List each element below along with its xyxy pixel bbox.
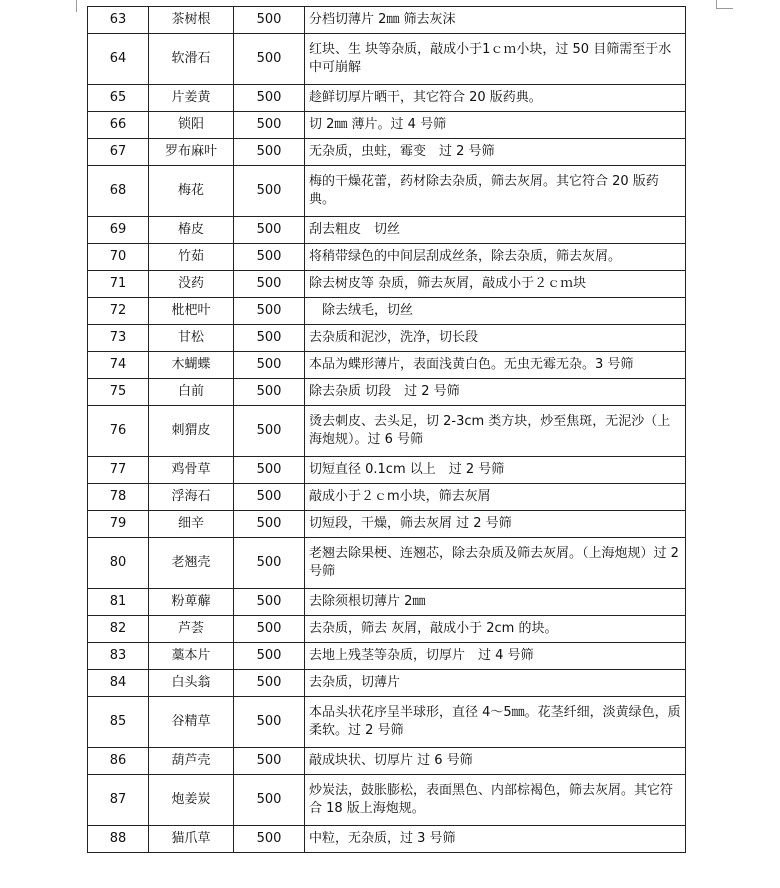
- processing-method-cell: 去杂质和泥沙，洗净，切长段: [305, 325, 686, 352]
- quantity-cell: 500: [234, 697, 305, 748]
- herb-name-cell: 枇杷叶: [149, 298, 234, 325]
- processing-method-cell: 将稍带绿色的中间层刮成丝条，除去杂质，筛去灰屑。: [305, 244, 686, 271]
- quantity-cell: 500: [234, 139, 305, 166]
- table-row: [88, 457, 686, 484]
- row-number-cell: 87: [88, 775, 149, 826]
- row-number-cell: 84: [88, 670, 149, 697]
- row-number-cell: 75: [88, 379, 149, 406]
- row-number-cell: 80: [88, 538, 149, 589]
- processing-method-cell: 趁鲜切厚片晒干，其它符合 20 版药典。: [305, 85, 686, 112]
- processing-method-cell: 本品头状花序呈半球形，直径 4～5㎜。花茎纤细，淡黄绿色，质柔软。过 2 号筛: [305, 697, 686, 748]
- herb-name-cell: 芦荟: [149, 616, 234, 643]
- quantity-cell: 500: [234, 826, 305, 853]
- table-row: [88, 697, 686, 748]
- processing-method-cell: 去除须根切薄片 2㎜: [305, 589, 686, 616]
- processing-method-cell: 去地上残茎等杂质，切厚片 过 4 号筛: [305, 643, 686, 670]
- herb-name-cell: 老翘壳: [149, 538, 234, 589]
- row-number-cell: 77: [88, 457, 149, 484]
- herb-processing-table: [87, 6, 686, 853]
- table-row: [88, 112, 686, 139]
- row-number-cell: 85: [88, 697, 149, 748]
- herb-name-cell: 浮海石: [149, 484, 234, 511]
- herb-name-cell: 鸡骨草: [149, 457, 234, 484]
- table-row: [88, 85, 686, 112]
- herb-name-cell: 罗布麻叶: [149, 139, 234, 166]
- table-row: [88, 217, 686, 244]
- herb-name-cell: 茶树根: [149, 7, 234, 34]
- row-number-cell: 64: [88, 34, 149, 85]
- quantity-cell: 500: [234, 112, 305, 139]
- quantity-cell: 500: [234, 325, 305, 352]
- quantity-cell: 500: [234, 352, 305, 379]
- quantity-cell: 500: [234, 538, 305, 589]
- herb-name-cell: 椿皮: [149, 217, 234, 244]
- row-number-cell: 69: [88, 217, 149, 244]
- row-number-cell: 73: [88, 325, 149, 352]
- herb-name-cell: 竹茹: [149, 244, 234, 271]
- table-row: [88, 643, 686, 670]
- row-number-cell: 67: [88, 139, 149, 166]
- row-number-cell: 72: [88, 298, 149, 325]
- processing-method-cell: 敲成小于２ｃm小块，筛去灰屑: [305, 484, 686, 511]
- processing-method-cell: 切短直径 0.1cm 以上 过 2 号筛: [305, 457, 686, 484]
- row-number-cell: 76: [88, 406, 149, 457]
- row-number-cell: 83: [88, 643, 149, 670]
- herb-name-cell: 刺猬皮: [149, 406, 234, 457]
- quantity-cell: 500: [234, 643, 305, 670]
- processing-method-cell: 切短段，干燥，筛去灰屑 过 2 号筛: [305, 511, 686, 538]
- quantity-cell: 500: [234, 7, 305, 34]
- herb-name-cell: 细辛: [149, 511, 234, 538]
- quantity-cell: 500: [234, 616, 305, 643]
- processing-method-cell: 无杂质，虫蛀，霉变 过 2 号筛: [305, 139, 686, 166]
- herb-name-cell: 白前: [149, 379, 234, 406]
- row-number-cell: 82: [88, 616, 149, 643]
- processing-method-cell: 分档切薄片 2㎜ 筛去灰沫: [305, 7, 686, 34]
- quantity-cell: 500: [234, 85, 305, 112]
- quantity-cell: 500: [234, 379, 305, 406]
- processing-method-cell: 烫去刺皮、去头足，切 2-3cm 类方块，炒至焦斑，无泥沙（上海炮规）。过 6 号筛: [305, 406, 686, 457]
- processing-method-cell: 去杂质，筛去 灰屑，敲成小于 2cm 的块。: [305, 616, 686, 643]
- table-row: [88, 748, 686, 775]
- table-row: [88, 775, 686, 826]
- processing-method-cell: 炒炭法，鼓胀膨松，表面黑色、内部棕褐色，筛去灰屑。其它符合 18 版上海炮规。: [305, 775, 686, 826]
- row-number-cell: 66: [88, 112, 149, 139]
- processing-method-cell: 老翘去除果梗、连翘芯，除去杂质及筛去灰屑。（上海炮规）过 2 号筛: [305, 538, 686, 589]
- table-row: [88, 670, 686, 697]
- herb-name-cell: 梅花: [149, 166, 234, 217]
- herb-name-cell: 甘松: [149, 325, 234, 352]
- herb-name-cell: 没药: [149, 271, 234, 298]
- row-number-cell: 79: [88, 511, 149, 538]
- quantity-cell: 500: [234, 34, 305, 85]
- processing-method-cell: 除去绒毛，切丝: [305, 298, 686, 325]
- herb-name-cell: 猫爪草: [149, 826, 234, 853]
- table-row: [88, 406, 686, 457]
- page-corner-mark: [716, 0, 733, 9]
- processing-method-cell: 刮去粗皮 切丝: [305, 217, 686, 244]
- processing-method-cell: 中粒，无杂质，过 3 号筛: [305, 826, 686, 853]
- processing-method-cell: 除去树皮等 杂质，筛去灰屑，敲成小于２ｃｍ块: [305, 271, 686, 298]
- herb-name-cell: 谷精草: [149, 697, 234, 748]
- table-row: [88, 139, 686, 166]
- processing-method-cell: 切 2㎜ 薄片。过 4 号筛: [305, 112, 686, 139]
- row-number-cell: 74: [88, 352, 149, 379]
- herb-name-cell: 片姜黄: [149, 85, 234, 112]
- page-corner-mark: [64, 0, 77, 12]
- herb-name-cell: 木蝴蝶: [149, 352, 234, 379]
- processing-method-cell: 除去杂质 切段 过 2 号筛: [305, 379, 686, 406]
- processing-method-cell: 红块、生 块等杂质，敲成小于1ｃｍ小块，过 50 目筛需至于水中可崩解: [305, 34, 686, 85]
- quantity-cell: 500: [234, 271, 305, 298]
- table-row: [88, 271, 686, 298]
- herb-name-cell: 白头翁: [149, 670, 234, 697]
- processing-method-cell: 本品为蝶形薄片，表面浅黄白色。无虫无霉无杂。3 号筛: [305, 352, 686, 379]
- table-row: [88, 352, 686, 379]
- row-number-cell: 78: [88, 484, 149, 511]
- quantity-cell: 500: [234, 670, 305, 697]
- table-row: [88, 616, 686, 643]
- row-number-cell: 68: [88, 166, 149, 217]
- table-row: [88, 538, 686, 589]
- processing-method-cell: 去杂质，切薄片: [305, 670, 686, 697]
- quantity-cell: 500: [234, 484, 305, 511]
- row-number-cell: 81: [88, 589, 149, 616]
- table-row: [88, 166, 686, 217]
- quantity-cell: 500: [234, 457, 305, 484]
- table-row: [88, 34, 686, 85]
- row-number-cell: 65: [88, 85, 149, 112]
- table-row: [88, 511, 686, 538]
- quantity-cell: 500: [234, 511, 305, 538]
- processing-method-cell: 敲成块状、切厚片 过 6 号筛: [305, 748, 686, 775]
- quantity-cell: 500: [234, 217, 305, 244]
- herb-name-cell: 锁阳: [149, 112, 234, 139]
- quantity-cell: 500: [234, 244, 305, 271]
- row-number-cell: 63: [88, 7, 149, 34]
- processing-method-cell: 梅的干燥花蕾，药材除去杂质，筛去灰屑。其它符合 20 版药典。: [305, 166, 686, 217]
- row-number-cell: 70: [88, 244, 149, 271]
- herb-name-cell: 粉萆薢: [149, 589, 234, 616]
- table-row: [88, 298, 686, 325]
- row-number-cell: 88: [88, 826, 149, 853]
- table-row: [88, 589, 686, 616]
- table-row: [88, 484, 686, 511]
- quantity-cell: 500: [234, 298, 305, 325]
- table-row: [88, 379, 686, 406]
- herb-name-cell: 软滑石: [149, 34, 234, 85]
- table-body: [88, 7, 686, 853]
- quantity-cell: 500: [234, 748, 305, 775]
- row-number-cell: 86: [88, 748, 149, 775]
- herb-name-cell: 藁本片: [149, 643, 234, 670]
- table-row: [88, 244, 686, 271]
- quantity-cell: 500: [234, 775, 305, 826]
- table-row: [88, 325, 686, 352]
- row-number-cell: 71: [88, 271, 149, 298]
- quantity-cell: 500: [234, 589, 305, 616]
- herb-name-cell: 炮姜炭: [149, 775, 234, 826]
- quantity-cell: 500: [234, 166, 305, 217]
- herb-name-cell: 葫芦壳: [149, 748, 234, 775]
- quantity-cell: 500: [234, 406, 305, 457]
- table-row: [88, 7, 686, 34]
- table-row: [88, 826, 686, 853]
